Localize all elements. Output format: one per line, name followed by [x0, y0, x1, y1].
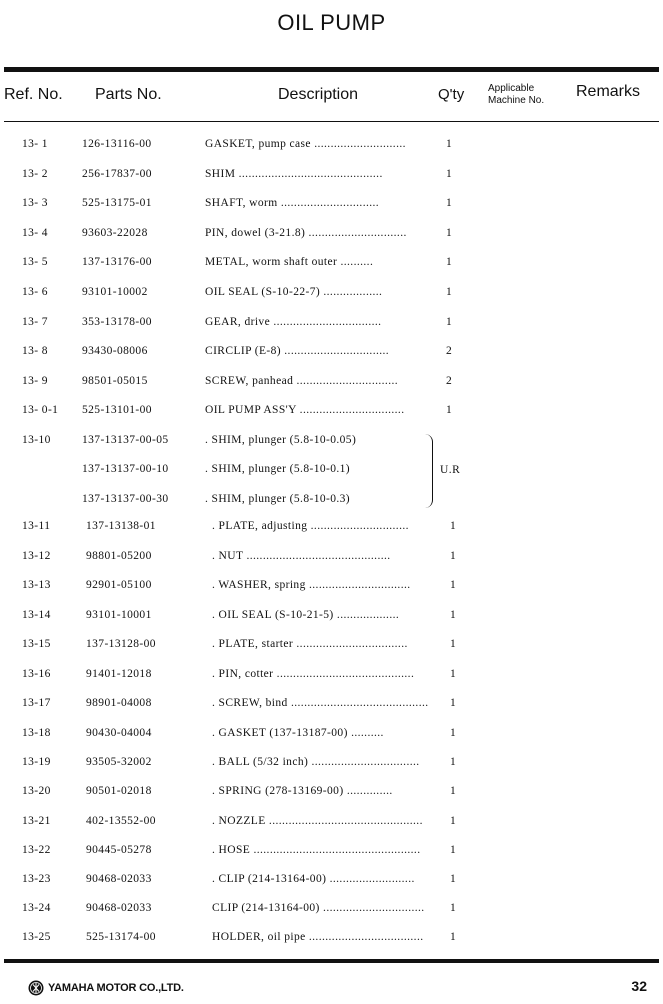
header-parts-no: Parts No. — [95, 86, 162, 103]
table-row — [0, 873, 663, 893]
description-cell: . CLIP (214-13164-00) .......................... — [212, 873, 415, 885]
table-row — [0, 815, 663, 835]
ref-no-cell: 13-15 — [22, 638, 51, 650]
quantity-cell: 1 — [450, 931, 457, 943]
table-row — [0, 579, 663, 599]
description-cell: . HOSE ................................................... — [212, 844, 421, 856]
table-row — [0, 727, 663, 747]
header-remarks: Remarks — [576, 83, 641, 100]
parts-no-cell: 525-13101-00 — [82, 404, 152, 416]
quantity-cell: 1 — [450, 727, 457, 739]
table-row — [0, 668, 663, 688]
ref-no-cell: 13-17 — [22, 697, 51, 709]
description-cell: SHAFT, worm .............................. — [205, 197, 380, 209]
ref-no-cell: 13- 2 — [22, 168, 48, 180]
description-cell: CIRCLIP (E-8) ................................ — [205, 345, 390, 357]
description-cell: . BALL (5/32 inch) ................................. — [212, 756, 420, 768]
header-applicable-line1: Applicable — [488, 83, 535, 94]
description-cell: . NOZZLE ............................................... — [212, 815, 423, 827]
parts-no-cell: 90468-02033 — [86, 902, 152, 914]
description-cell: PIN, dowel (3-21.8) .............................. — [205, 227, 407, 239]
description-cell: . SHIM, plunger (5.8-10-0.05) — [205, 434, 357, 446]
ref-no-cell: 13- 6 — [22, 286, 48, 298]
parts-no-cell: 90430-04004 — [86, 727, 152, 739]
parts-no-cell: 525-13175-01 — [82, 197, 152, 209]
description-cell: . SHIM, plunger (5.8-10-0.1) — [205, 463, 351, 475]
description-cell: GEAR, drive ................................. — [205, 316, 382, 328]
description-cell: . SCREW, bind .......................................... — [212, 697, 429, 709]
ref-no-cell: 13- 7 — [22, 316, 48, 328]
ref-no-cell: 13-22 — [22, 844, 51, 856]
ref-no-cell: 13-21 — [22, 815, 51, 827]
header-applicable — [488, 83, 544, 107]
parts-no-cell: 137-13137-00-30 — [82, 493, 169, 505]
quantity-cell: 1 — [450, 697, 457, 709]
table-row — [0, 434, 663, 454]
parts-no-cell: 93430-08006 — [82, 345, 148, 357]
description-cell: OIL PUMP ASS'Y ................................ — [205, 404, 405, 416]
description-cell: . SPRING (278-13169-00) .............. — [212, 785, 393, 797]
parts-no-cell: 93505-32002 — [86, 756, 152, 768]
table-row — [0, 697, 663, 717]
quantity-cell: 1 — [446, 168, 453, 180]
footer-company-name: YAMAHA MOTOR CO.,LTD. — [48, 982, 184, 994]
description-cell: METAL, worm shaft outer .......... — [205, 256, 374, 268]
shim-group-remark: U.R — [440, 464, 461, 476]
description-cell: . NUT ............................................ — [212, 550, 391, 562]
table-row — [0, 493, 663, 513]
table-row — [0, 844, 663, 864]
quantity-cell: 2 — [446, 375, 453, 387]
quantity-cell: 1 — [450, 844, 457, 856]
quantity-cell: 1 — [450, 668, 457, 680]
quantity-cell: 1 — [450, 815, 457, 827]
ref-no-cell: 13-19 — [22, 756, 51, 768]
quantity-cell: 1 — [450, 638, 457, 650]
table-row — [0, 168, 663, 188]
ref-no-cell: 13-20 — [22, 785, 51, 797]
quantity-cell: 1 — [446, 227, 453, 239]
yamaha-tuning-fork-icon — [28, 980, 44, 996]
quantity-cell: 1 — [446, 286, 453, 298]
page-title: OIL PUMP — [277, 10, 386, 35]
ref-no-cell: 13-12 — [22, 550, 51, 562]
quantity-cell: 1 — [446, 316, 453, 328]
description-cell: . OIL SEAL (S-10-21-5) ................... — [212, 609, 400, 621]
description-cell: GASKET, pump case ............................ — [205, 138, 406, 150]
parts-no-cell: 525-13174-00 — [86, 931, 156, 943]
ref-no-cell: 13- 1 — [22, 138, 48, 150]
header-qty: Q'ty — [438, 86, 465, 103]
table-row — [0, 902, 663, 922]
parts-no-cell: 98501-05015 — [82, 375, 148, 387]
quantity-cell: 1 — [450, 579, 457, 591]
parts-no-cell: 98801-05200 — [86, 550, 152, 562]
description-cell: . GASKET (137-13187-00) .......... — [212, 727, 384, 739]
quantity-cell: 1 — [446, 256, 453, 268]
table-row — [0, 316, 663, 336]
header-bottom-rule — [4, 121, 659, 122]
ref-no-cell: 13-10 — [22, 434, 51, 446]
table-row — [0, 785, 663, 805]
table-row — [0, 931, 663, 951]
description-cell: . SHIM, plunger (5.8-10-0.3) — [205, 493, 351, 505]
quantity-cell: 1 — [446, 138, 453, 150]
table-row — [0, 520, 663, 540]
table-row — [0, 138, 663, 158]
parts-no-cell: 91401-12018 — [86, 668, 152, 680]
parts-no-cell: 137-13137-00-05 — [82, 434, 169, 446]
parts-no-cell: 98901-04008 — [86, 697, 152, 709]
description-cell: . PIN, cotter .......................................... — [212, 668, 415, 680]
parts-no-cell: 137-13138-01 — [86, 520, 156, 532]
quantity-cell: 1 — [450, 550, 457, 562]
quantity-cell: 1 — [450, 520, 457, 532]
ref-no-cell: 13- 5 — [22, 256, 48, 268]
description-cell: HOLDER, oil pipe ................................... — [212, 931, 424, 943]
description-cell: . PLATE, starter .................................. — [212, 638, 408, 650]
parts-no-cell: 93603-22028 — [82, 227, 148, 239]
table-row — [0, 463, 663, 483]
parts-no-cell: 93101-10002 — [82, 286, 148, 298]
shim-group-brace — [424, 434, 433, 508]
ref-no-cell: 13- 0-1 — [22, 404, 59, 416]
parts-no-cell: 90445-05278 — [86, 844, 152, 856]
ref-no-cell: 13- 8 — [22, 345, 48, 357]
parts-no-cell: 402-13552-00 — [86, 815, 156, 827]
ref-no-cell: 13-13 — [22, 579, 51, 591]
header-ref-no: Ref. No. — [4, 86, 63, 103]
quantity-cell: 1 — [450, 873, 457, 885]
ref-no-cell: 13- 3 — [22, 197, 48, 209]
ref-no-cell: 13-25 — [22, 931, 51, 943]
description-cell: OIL SEAL (S-10-22-7) .................. — [205, 286, 383, 298]
parts-no-cell: 93101-10001 — [86, 609, 152, 621]
table-row — [0, 227, 663, 247]
table-row — [0, 404, 663, 424]
page-number: 32 — [631, 978, 647, 994]
description-cell: SCREW, panhead ............................... — [205, 375, 399, 387]
ref-no-cell: 13-11 — [22, 520, 51, 532]
quantity-cell: 2 — [446, 345, 453, 357]
table-row — [0, 638, 663, 658]
table-row — [0, 286, 663, 306]
table-row — [0, 197, 663, 217]
parts-no-cell: 353-13178-00 — [82, 316, 152, 328]
table-row — [0, 256, 663, 276]
ref-no-cell: 13- 9 — [22, 375, 48, 387]
description-cell: . PLATE, adjusting .............................. — [212, 520, 409, 532]
ref-no-cell: 13-23 — [22, 873, 51, 885]
quantity-cell: 1 — [450, 756, 457, 768]
table-row — [0, 375, 663, 395]
parts-no-cell: 90501-02018 — [86, 785, 152, 797]
parts-no-cell: 126-13116-00 — [82, 138, 152, 150]
header-top-rule — [4, 67, 659, 72]
quantity-cell: 1 — [446, 197, 453, 209]
quantity-cell: 1 — [450, 609, 457, 621]
description-cell: CLIP (214-13164-00) ............................... — [212, 902, 425, 914]
ref-no-cell: 13-14 — [22, 609, 51, 621]
table-row — [0, 345, 663, 365]
ref-no-cell: 13-16 — [22, 668, 51, 680]
footer-rule — [4, 959, 659, 963]
ref-no-cell: 13- 4 — [22, 227, 48, 239]
parts-no-cell: 90468-02033 — [86, 873, 152, 885]
ref-no-cell: 13-18 — [22, 727, 51, 739]
description-cell: SHIM ............................................ — [205, 168, 383, 180]
table-row — [0, 609, 663, 629]
ref-no-cell: 13-24 — [22, 902, 51, 914]
parts-no-cell: 137-13137-00-10 — [82, 463, 169, 475]
quantity-cell: 1 — [446, 404, 453, 416]
header-applicable-line2: Machine No. — [488, 95, 545, 106]
parts-no-cell: 256-17837-00 — [82, 168, 152, 180]
header-description: Description — [278, 86, 359, 103]
parts-no-cell: 92901-05100 — [86, 579, 152, 591]
table-row — [0, 550, 663, 570]
quantity-cell: 1 — [450, 902, 457, 914]
parts-no-cell: 137-13176-00 — [82, 256, 152, 268]
quantity-cell: 1 — [450, 785, 457, 797]
parts-no-cell: 137-13128-00 — [86, 638, 156, 650]
table-row — [0, 756, 663, 776]
description-cell: . WASHER, spring ............................... — [212, 579, 411, 591]
